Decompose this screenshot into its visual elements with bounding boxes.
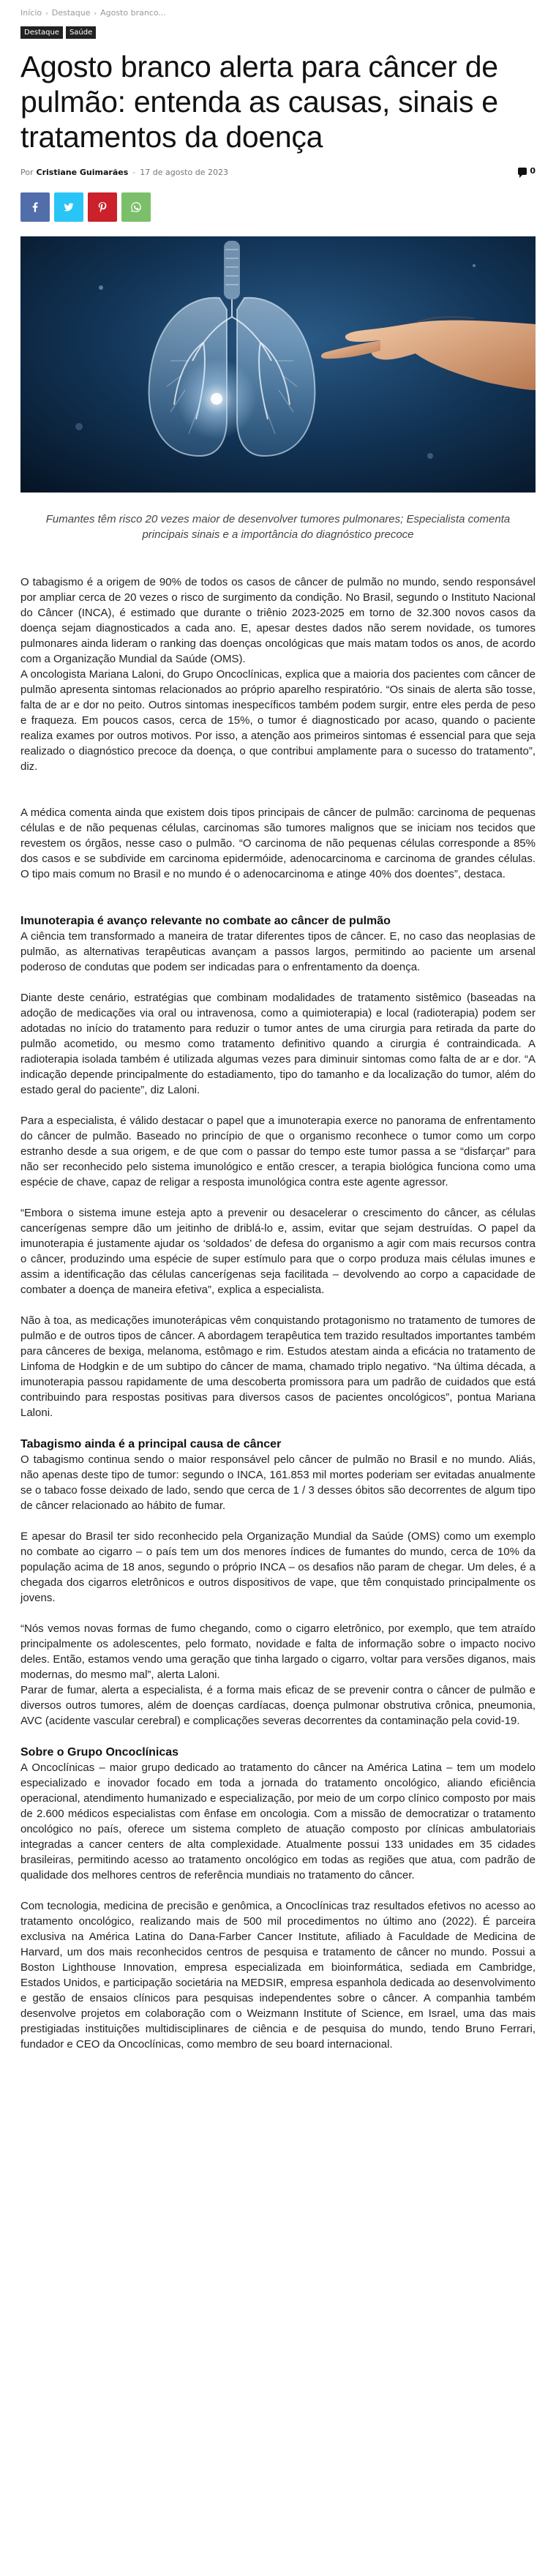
share-facebook-button[interactable] [20,192,50,222]
paragraph: Para a especialista, é válido destacar o papel que a imunoterapia exerce no panorama de enfrentamento do câncer de pulmão. Baseado no princípio de que o organismo reconhece o tumor como um corpo estranho desde a sua origem, e de que com o passar do tempo este tumor passa a se “disfarçar” para não ser reconhecido pelo sistema imunológico e então crescer, a terapia biológica funciona como uma espécie de chave, capaz de religar a resposta imunológica contra este agente agressor. [20,1115,536,1188]
category-tag-saude[interactable]: Saúde [66,26,96,39]
meta-separator: - [132,167,136,177]
paragraph: Com tecnologia, medicina de precisão e genômica, a Oncoclínicas traz resultados efetivos no acesso ao tratamento oncológico, realizando mais de 500 mil procedimentos no último ano (2022). É parceira exclusiva na América Latina do Dana-Farber Cancer Institute, afiliado à Faculdade de Medicina de Harvard, um dos mais reconhecidos centros de pesquisa e tratamento de câncer no mundo. Possui a Boston Lighthouse Innovation, empresa especializada em bioinformática, sediada em Cambridge, Estados Unidos, e participação societária na MEDSIR, empresa espanhola dedicada ao desenvolvimento e gestão de ensaios clínicos para pesquisas independentes sobre o câncer. A companhia também desenvolve projetos em colaboração com o Weizmann Institute of Science, em Israel, uma das mais prestigiadas instituições multidisciplinares de ciência e de pesquisa do mundo, tendo Bruno Ferrari, fundador e CEO da Oncoclínicas, como membro de seu board internacional. [20,1900,536,2051]
pinterest-icon [96,201,109,214]
chevron-right-icon: › [45,10,48,18]
lungs-illustration [20,236,536,493]
paragraph: A Oncoclínicas – maior grupo dedicado ao tratamento do câncer na América Latina – tem um modelo especializado e inovador focado em toda a jornada do tratamento oncológico, aliando eficiência operacional, atendimento humanizado e especialização, por meio de um corpo clínico composto por mais de 2.600 médicos especialistas com ênfase em oncologia. Com a missão de democratizar o tratamento oncológico no país, oferece um sistema completo de atuação composto por clínicas ambulatoriais integradas a cancer centers de alta complexidade. Atualmente possui 133 unidades em 35 cidades brasileiras, permitindo acesso ao tratamento oncológico em todas as regiões que atua, com padrão de qualidade dos melhores centros de referência mundiais no tratamento do câncer. [20,1761,536,1882]
section-heading: Imunoterapia é avanço relevante no combate ao câncer de pulmão [20,915,391,927]
by-label: Por [20,167,34,177]
category-tags [20,26,536,39]
comments-count-link[interactable] [518,166,536,176]
paragraph: “Nós vemos novas formas de fumo chegando, como o cigarro eletrônico, por exemplo, que tem atraído principalmente os adolescentes, pelo formato, novidade e falta de informação sobre o impacto nocivo deles. Então, estamos vendo uma geração que tinha largado o cigarro, voltar para versões diganos, mais modernas, do mesmo mal”, alerta Laloni. [20,1622,536,1681]
comments-count: 0 [530,166,536,176]
paragraph: E apesar do Brasil ter sido reconhecido pela Organização Mundial da Saúde (OMS) como um exemplo no combate ao cigarro – o país tem um dos menores índices de fumantes do mundo, cerca de 10% da população acima de 18 anos, segundo o próprio INCA – os desafios não param de chegar. Um deles, é a chegada dos cigarros eletrônicos e outros dispositivos de vape, que têm conquistado principalmente os jovens. [20,1530,536,1604]
comment-icon [518,168,527,175]
section-heading: Sobre o Grupo Oncoclínicas [20,1746,179,1759]
twitter-icon [62,201,75,214]
paragraph: “Embora o sistema imune esteja apto a prevenir ou desacelerar o crescimento do câncer, as células cancerígenas sempre dão um jeitinho de driblá-lo e, assim, evitar que sejam destruídas. O papel da imunoterapia é justamente ajudar os ‘soldados’ de defesa do organismo a agir com mais recursos contra o câncer, produzindo uma espécie de super estímulo para que o corpo produza mais células imunes e assim a identificação das células cancerígenas seja facilitada – devolvendo ao corpo a capacidade de combater a doença de maneira efetiva”, explica a especialista. [20,1207,536,1296]
hero-image [20,236,536,493]
share-buttons [20,192,536,222]
share-pinterest-button[interactable] [88,192,117,222]
paragraph: O tabagismo continua sendo o maior responsável pelo câncer de pulmão no Brasil e no mundo. Aliás, não apenas deste tipo de tumor: segundo o INCA, 161.853 mil mortes poderiam ser evitadas anualmente se o tabaco fosse deixado de lado, sendo que cerca de 1 / 3 desses óbitos são decorrentes de algum tipo de câncer relacionado ao hábito de fumar. [20,1453,536,1512]
breadcrumb-current: Agosto branco... [100,8,166,18]
paragraph: A médica comenta ainda que existem dois tipos principais de câncer de pulmão: carcinoma de pequenas células e de não pequenas células, carcinomas são tumores malignos que se iniciam nos tecidos que revestem os órgãos, nesse caso o pulmão. “O carcinoma de não pequenas células corresponde a 85% dos casos e se subdivide em carcinoma epidermóide, adenocarcinoma e carcinoma de grandes células. O tipo mais comum no Brasil e no mundo é o adenocarcinoma e atinge 40% dos doentes”, destaca. [20,806,536,880]
article-date: 17 de agosto de 2023 [140,167,228,177]
facebook-icon [29,201,42,214]
article-meta [20,166,536,178]
share-twitter-button[interactable] [54,192,83,222]
category-tag-destaque[interactable]: Destaque [20,26,63,39]
paragraph: Não à toa, as medicações imunoterápicas vêm conquistando protagonismo no tratamento de tumores de pulmão e de outros tipos de câncer. A abordagem terapêutica tem trazido resultados importantes também para cânceres de bexiga, melanoma, estômago e rim. Estudos atestam ainda a eficácia no tratamento de Linfoma de Hodgkin e de um subtipo do câncer de mama, chamado triplo negativo. “Na última década, a imunoterapia passou rapidamente de uma descoberta promissora para um padrão de cuidados que está contribuindo para respostas positivas para diversos casos de pacientes oncológicos”, pontua Mariana Laloni. [20,1314,536,1419]
breadcrumb [20,0,536,20]
whatsapp-icon [129,201,143,214]
chevron-right-icon: › [94,10,97,18]
paragraph: Diante deste cenário, estratégias que combinam modalidades de tratamento sistêmico (baseadas na adoção de medicações via oral ou intravenosa, como a quimioterapia) e local (radioterapia) podem ser adotadas no início do tratamento para reduzir o tumor antes de uma cirurgia para retirada da parte do pulmão acometido, ou mesmo como tratamento definitivo quando a cirurgia é contraindicada. A radioterapia isolada também é utilizada algumas vezes para diminuir sintomas como falta de ar e dor. “A indicação depende principalmente do estadiamento, tipo do tamanho e da localização do tumor, além do estado geral do paciente”, diz Laloni. [20,992,536,1096]
hero-caption: Fumantes têm risco 20 vezes maior de desenvolver tumores pulmonares; Especialista comenta principais sinais e a importância do diagnóstico precoce [45,513,511,541]
paragraph: A ciência tem transformado a maneira de tratar diferentes tipos de câncer. E, no caso das neoplasias de pulmão, as alternativas terapêuticas avançam a passos largos, permitindo ao paciente um arsenal poderoso de condutas que podem ser indicadas para o enfrentamento da doença. [20,930,536,973]
breadcrumb-home[interactable]: Início [20,8,42,18]
breadcrumb-destaque[interactable]: Destaque [51,8,91,18]
paragraph: A oncologista Mariana Laloni, do Grupo Oncoclínicas, explica que a maioria dos pacientes com câncer de pulmão apresenta sintomas relacionados ao próprio aparelho respiratório. “Os sinais de alerta são tosse, falta de ar e dor no peito. Outros sintomas inespecíficos também podem surgir, entre eles perda de peso e fraqueza. Em poucos casos, cerca de 15%, o tumor é diagnosticado por acaso, quando o paciente realiza exames por outros motivos. Por isso, a atenção aos primeiros sintomas é essencial para que seja realizado o diagnóstico precoce da doença, o que contribui amplamente para o sucesso do tratamento”, diz. [20,668,536,773]
paragraph: Parar de fumar, alerta a especialista, é a forma mais eficaz de se prevenir contra o câncer de pulmão e diversos outros tumores, além de doenças cardíacas, doença pulmonar obstrutiva crônica, pneumonia, AVC (acidente vascular cerebral) e complicações severas decorrentes da contaminação pela covid-19. [20,1684,536,1727]
paragraph: O tabagismo é a origem de 90% de todos os casos de câncer de pulmão no mundo, sendo responsável por ampliar cerca de 20 vezes o risco de surgimento da condição. No Brasil, segundo o Instituto Nacional do Câncer (INCA), é estimado que durante o triênio 2023-2025 em torno de 32.300 novos casos da doença sejam diagnosticados a cada ano. E, apesar destes dados não serem novidade, os tumores pulmonares ainda lideram o ranking das doenças oncológicas que mais matam todos os anos, de acordo com a Organização Mundial da Saúde (OMS). [20,576,536,665]
article-body [20,574,536,2052]
author-link[interactable]: Cristiane Guimarães [36,167,129,177]
share-whatsapp-button[interactable] [121,192,151,222]
section-heading: Tabagismo ainda é a principal causa de câncer [20,1438,282,1450]
article-title: Agosto branco alerta para câncer de pulmão: entenda as causas, sinais e tratamentos da doença [20,50,498,154]
